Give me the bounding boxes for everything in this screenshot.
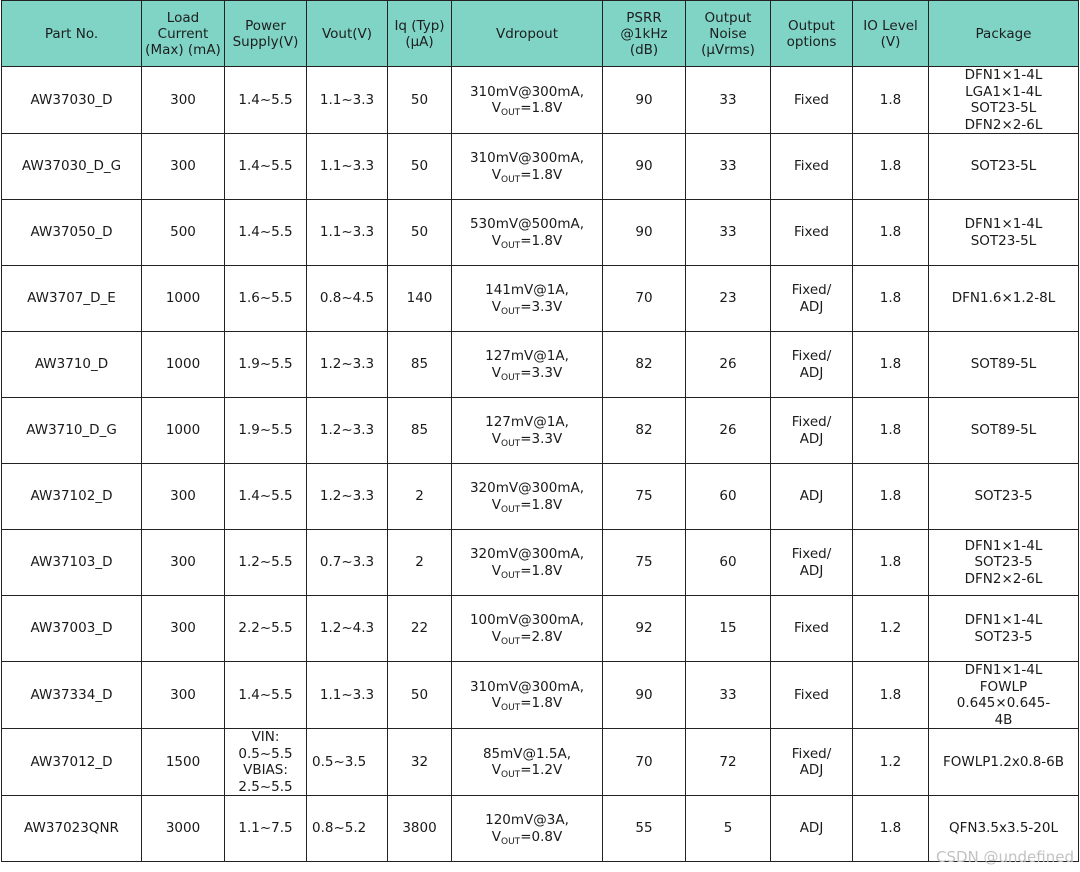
power-supply-cell-line: 1.4~5.5 xyxy=(238,224,293,241)
header-row xyxy=(2,1,1079,67)
psrr-cell: 92 xyxy=(603,596,686,662)
vout-condition-value: =3.3V xyxy=(520,298,563,315)
column-header-line: @1kHz xyxy=(620,25,668,42)
package-cell-line: SOT23-5 xyxy=(974,628,1033,645)
package-cell-line: SOT23-5L xyxy=(970,100,1037,116)
psrr-cell: 90 xyxy=(603,67,686,134)
column-header xyxy=(929,1,1079,67)
table-row xyxy=(2,729,1079,796)
iq-cell: 85 xyxy=(388,398,452,464)
package-cell-line: DFN1×1-4L xyxy=(964,537,1043,554)
package-cell-line: SOT23-5 xyxy=(974,554,1033,571)
output-options-cell xyxy=(771,67,853,134)
output-options-cell-line: ADJ xyxy=(799,430,824,447)
part-number-cell: AW37012_D xyxy=(2,729,142,796)
column-header-line: Vout(V) xyxy=(321,25,373,42)
output-options-cell xyxy=(771,134,853,200)
output-options-cell-line: Fixed xyxy=(794,158,829,175)
output-options-cell-line: ADJ xyxy=(799,820,824,837)
vout-cell: 0.8~5.2 xyxy=(307,796,388,862)
part-number-cell: AW37023QNR xyxy=(2,796,142,862)
power-supply-cell-line: 1.4~5.5 xyxy=(238,488,293,505)
vdropout-cell xyxy=(452,266,603,332)
load-current-cell: 300 xyxy=(142,530,225,596)
table-row xyxy=(2,332,1079,398)
load-current-cell: 300 xyxy=(142,67,225,134)
column-header xyxy=(142,1,225,67)
power-supply-cell-line: 1.1~7.5 xyxy=(238,820,293,837)
psrr-cell: 90 xyxy=(603,662,686,729)
output-options-cell-line: ADJ xyxy=(799,364,824,381)
io-level-cell: 1.8 xyxy=(853,796,929,862)
io-level-cell: 1.8 xyxy=(853,662,929,729)
table-row xyxy=(2,796,1079,862)
vout-subscript: OUT xyxy=(501,636,521,647)
psrr-cell: 70 xyxy=(603,729,686,796)
power-supply-cell-line: 1.9~5.5 xyxy=(238,422,293,439)
vdropout-cell xyxy=(452,134,603,200)
load-current-cell: 3000 xyxy=(142,796,225,862)
psrr-cell: 75 xyxy=(603,464,686,530)
column-header-line: IO Level xyxy=(863,17,918,34)
package-cell-line: QFN3.5x3.5-20L xyxy=(949,820,1058,837)
output-options-cell xyxy=(771,530,853,596)
vdropout-value: 310mV@300mA, xyxy=(469,83,585,100)
vdropout-value: 127mV@1A, xyxy=(485,414,569,430)
output-noise-cell: 72 xyxy=(686,729,771,796)
vout-condition: $V_{OUT}=1.2V$ xyxy=(491,762,563,780)
output-noise-cell: 33 xyxy=(686,200,771,266)
ldo-spec-table xyxy=(1,0,1079,862)
power-supply-cell xyxy=(225,266,307,332)
power-supply-cell xyxy=(225,332,307,398)
iq-cell: 2 xyxy=(388,530,452,596)
load-current-cell: 300 xyxy=(142,464,225,530)
io-level-cell: 1.8 xyxy=(853,67,929,134)
output-options-cell-line: Fixed xyxy=(794,224,829,241)
column-header xyxy=(603,1,686,67)
table-row xyxy=(2,662,1079,729)
vdropout-value: 127mV@1A, xyxy=(485,348,569,364)
part-number-cell: AW37030_D_G xyxy=(2,134,142,200)
power-supply-cell xyxy=(225,134,307,200)
output-options-cell xyxy=(771,332,853,398)
iq-cell: 85 xyxy=(388,332,452,398)
column-header xyxy=(771,1,853,67)
vout-subscript: OUT xyxy=(501,836,521,847)
psrr-cell: 75 xyxy=(603,530,686,596)
table-row xyxy=(2,200,1079,266)
package-cell-line: LGA1×1-4L xyxy=(965,83,1042,100)
package-cell-line: DFN1×1-4L xyxy=(964,662,1043,678)
load-current-cell: 1000 xyxy=(142,266,225,332)
power-supply-cell-line: 2.5~5.5 xyxy=(238,778,293,795)
output-options-cell-line: Fixed xyxy=(794,686,829,703)
iq-cell: 32 xyxy=(388,729,452,796)
vout-cell: 1.1~3.3 xyxy=(307,67,388,134)
package-cell xyxy=(929,530,1079,596)
power-supply-cell-line: 1.4~5.5 xyxy=(238,686,293,703)
column-header-line: (μVrms) xyxy=(701,41,755,58)
power-supply-cell xyxy=(225,398,307,464)
column-header-line: (Max) (mA) xyxy=(145,41,221,58)
part-number-cell: AW37102_D xyxy=(2,464,142,530)
vdropout-cell xyxy=(452,530,603,596)
table-row xyxy=(2,67,1079,134)
vdropout-value: 85mV@1.5A, xyxy=(482,745,572,762)
psrr-cell: 70 xyxy=(603,266,686,332)
output-options-cell-line: Fixed/ xyxy=(791,282,832,298)
psrr-cell: 55 xyxy=(603,796,686,862)
column-header xyxy=(225,1,307,67)
output-options-cell-line: ADJ xyxy=(799,298,824,315)
part-number-cell: AW37103_D xyxy=(2,530,142,596)
table-row xyxy=(2,398,1079,464)
power-supply-cell xyxy=(225,596,307,662)
vout-condition: $V_{OUT}=2.8V$ xyxy=(491,628,563,647)
output-options-cell xyxy=(771,796,853,862)
iq-cell: 50 xyxy=(388,662,452,729)
power-supply-cell-line: VIN: xyxy=(251,729,280,745)
column-header-line: Load xyxy=(166,9,200,26)
vdropout-cell xyxy=(452,332,603,398)
package-cell-line: DFN2×2-6L xyxy=(964,116,1043,133)
iq-cell: 2 xyxy=(388,464,452,530)
output-noise-cell: 33 xyxy=(686,67,771,134)
vout-subscript: OUT xyxy=(501,770,521,780)
output-options-cell-line: Fixed xyxy=(794,620,829,637)
vout-condition: $V_{OUT}=1.8V$ xyxy=(491,695,563,713)
output-options-cell-line: ADJ xyxy=(799,762,824,778)
package-cell xyxy=(929,332,1079,398)
io-level-cell: 1.8 xyxy=(853,200,929,266)
part-number-cell: AW37334_D xyxy=(2,662,142,729)
power-supply-cell-line: 1.4~5.5 xyxy=(238,158,293,175)
package-cell-line: DFN1.6×1.2-8L xyxy=(951,290,1056,307)
power-supply-cell-line: 2.2~5.5 xyxy=(238,620,293,637)
power-supply-cell-line: 1.4~5.5 xyxy=(238,91,293,108)
vout-cell: 1.2~3.3 xyxy=(307,332,388,398)
iq-cell: 3800 xyxy=(388,796,452,862)
column-header-line: Current xyxy=(157,25,209,42)
output-noise-cell: 60 xyxy=(686,464,771,530)
vout-condition: $V_{OUT}=1.8V$ xyxy=(491,496,563,515)
vout-condition-value: =1.8V xyxy=(520,695,563,711)
table-row xyxy=(2,134,1079,200)
output-noise-cell: 23 xyxy=(686,266,771,332)
vout-subscript: OUT xyxy=(501,240,521,251)
column-header xyxy=(452,1,603,67)
output-options-cell xyxy=(771,398,853,464)
power-supply-cell xyxy=(225,464,307,530)
package-cell xyxy=(929,464,1079,530)
load-current-cell: 300 xyxy=(142,134,225,200)
vdropout-cell xyxy=(452,596,603,662)
vdropout-value: 100mV@300mA, xyxy=(469,612,585,628)
vdropout-cell xyxy=(452,729,603,796)
vout-subscript: OUT xyxy=(501,438,521,449)
output-noise-cell: 26 xyxy=(686,398,771,464)
output-options-cell-line: Fixed xyxy=(794,91,829,108)
output-noise-cell: 33 xyxy=(686,134,771,200)
output-noise-cell: 33 xyxy=(686,662,771,729)
package-cell-line: SOT23-5L xyxy=(970,232,1037,249)
output-options-cell-line: ADJ xyxy=(799,488,824,505)
column-header-line: (μA) xyxy=(405,33,434,50)
column-header xyxy=(307,1,388,67)
vdropout-cell xyxy=(452,67,603,134)
output-options-cell-line: Fixed/ xyxy=(791,348,832,364)
output-noise-cell: 15 xyxy=(686,596,771,662)
power-supply-cell-line: 1.6~5.5 xyxy=(238,290,293,307)
table-body xyxy=(2,67,1079,862)
output-options-cell-line: ADJ xyxy=(799,562,824,579)
power-supply-cell xyxy=(225,530,307,596)
output-options-cell xyxy=(771,596,853,662)
vout-condition: $V_{OUT}=1.8V$ xyxy=(491,232,563,251)
vdropout-cell xyxy=(452,200,603,266)
package-cell-line: SOT23-5L xyxy=(970,158,1037,175)
power-supply-cell xyxy=(225,67,307,134)
vout-cell: 1.1~3.3 xyxy=(307,134,388,200)
io-level-cell: 1.8 xyxy=(853,464,929,530)
watermark: CSDN @undefined xyxy=(935,848,1074,866)
vout-condition: $V_{OUT}=3.3V$ xyxy=(491,298,563,317)
column-header-line: Power xyxy=(245,17,286,34)
vout-condition: $V_{OUT}=3.3V$ xyxy=(491,430,563,449)
vout-condition: $V_{OUT}=1.8V$ xyxy=(491,562,563,581)
output-options-cell xyxy=(771,662,853,729)
load-current-cell: 300 xyxy=(142,596,225,662)
vout-subscript: OUT xyxy=(501,306,521,317)
iq-cell: 22 xyxy=(388,596,452,662)
vdropout-cell xyxy=(452,796,603,862)
column-header-line: Output xyxy=(704,9,752,26)
package-cell-line: SOT23-5 xyxy=(974,488,1033,505)
psrr-cell: 82 xyxy=(603,332,686,398)
power-supply-cell xyxy=(225,662,307,729)
output-options-cell xyxy=(771,200,853,266)
vout-cell: 0.8~4.5 xyxy=(307,266,388,332)
vout-condition: $V_{OUT}=3.3V$ xyxy=(491,364,563,383)
package-cell xyxy=(929,729,1079,796)
output-options-cell xyxy=(771,729,853,796)
package-cell-line: DFN2×2-6L xyxy=(964,570,1043,587)
psrr-cell: 82 xyxy=(603,398,686,464)
vout-condition: $V_{OUT}=1.8V$ xyxy=(491,166,563,185)
package-cell-line: FOWLP 0.645×0.645- xyxy=(956,678,1051,711)
iq-cell: 50 xyxy=(388,134,452,200)
vout-condition-value: =1.2V xyxy=(520,762,563,778)
package-cell xyxy=(929,398,1079,464)
load-current-cell: 300 xyxy=(142,662,225,729)
vdropout-value: 320mV@300mA, xyxy=(469,480,585,496)
vout-cell: 1.2~4.3 xyxy=(307,596,388,662)
vout-cell: 0.7~3.3 xyxy=(307,530,388,596)
column-header-line: PSRR xyxy=(626,9,662,26)
part-number-cell: AW3710_D_G xyxy=(2,398,142,464)
vout-subscript: OUT xyxy=(501,174,521,185)
output-noise-cell: 5 xyxy=(686,796,771,862)
vout-condition-value: =1.8V xyxy=(520,166,563,183)
vout-subscript: OUT xyxy=(501,372,521,383)
column-header-line: Part No. xyxy=(44,25,99,42)
iq-cell: 50 xyxy=(388,67,452,134)
table-row xyxy=(2,530,1079,596)
vout-condition-value: =1.8V xyxy=(520,562,563,579)
table-row xyxy=(2,266,1079,332)
load-current-cell: 1000 xyxy=(142,398,225,464)
output-options-cell-line: Fixed/ xyxy=(791,414,832,430)
column-header-line: Noise xyxy=(709,25,747,42)
table-row xyxy=(2,464,1079,530)
vdropout-cell xyxy=(452,398,603,464)
vdropout-value: 310mV@300mA, xyxy=(469,150,585,166)
column-header-line: Iq (Typ) xyxy=(394,17,445,34)
vout-condition-value: =2.8V xyxy=(520,628,563,645)
package-cell-line: DFN1×1-4L xyxy=(964,216,1043,232)
output-noise-cell: 26 xyxy=(686,332,771,398)
power-supply-cell-line: 1.9~5.5 xyxy=(238,356,293,373)
column-header xyxy=(388,1,452,67)
vdropout-value: 530mV@500mA, xyxy=(469,216,585,232)
io-level-cell: 1.8 xyxy=(853,134,929,200)
package-cell-line: DFN1×1-4L xyxy=(964,67,1043,83)
vout-condition: $V_{OUT}=0.8V$ xyxy=(491,828,563,847)
column-header xyxy=(2,1,142,67)
package-cell-line: SOT89-5L xyxy=(970,356,1037,373)
io-level-cell: 1.8 xyxy=(853,530,929,596)
io-level-cell: 1.8 xyxy=(853,332,929,398)
part-number-cell: AW3707_D_E xyxy=(2,266,142,332)
power-supply-cell xyxy=(225,729,307,796)
vout-cell: 1.2~3.3 xyxy=(307,464,388,530)
output-options-cell xyxy=(771,266,853,332)
part-number-cell: AW37030_D xyxy=(2,67,142,134)
package-cell xyxy=(929,662,1079,729)
vdropout-value: 320mV@300mA, xyxy=(469,546,585,562)
load-current-cell: 1500 xyxy=(142,729,225,796)
part-number-cell: AW37050_D xyxy=(2,200,142,266)
vdropout-cell xyxy=(452,662,603,729)
package-cell-line: SOT89-5L xyxy=(970,422,1037,439)
output-noise-cell: 60 xyxy=(686,530,771,596)
vout-cell: 1.1~3.3 xyxy=(307,662,388,729)
column-header-line: options xyxy=(786,33,837,50)
vdropout-value: 310mV@300mA, xyxy=(469,678,585,695)
vdropout-value: 141mV@1A, xyxy=(485,282,569,298)
iq-cell: 140 xyxy=(388,266,452,332)
part-number-cell: AW37003_D xyxy=(2,596,142,662)
vdropout-value: 120mV@3A, xyxy=(485,812,569,828)
package-cell xyxy=(929,596,1079,662)
io-level-cell: 1.8 xyxy=(853,398,929,464)
package-cell xyxy=(929,200,1079,266)
vout-cell: 1.1~3.3 xyxy=(307,200,388,266)
column-header xyxy=(686,1,771,67)
vout-condition-value: =1.8V xyxy=(520,100,563,116)
vout-subscript: OUT xyxy=(501,504,521,515)
vout-condition-value: =3.3V xyxy=(520,364,563,381)
column-header-line: (V) xyxy=(880,33,901,50)
vout-cell: 0.5~3.5 xyxy=(307,729,388,796)
vout-condition-value: =1.8V xyxy=(520,496,563,513)
load-current-cell: 500 xyxy=(142,200,225,266)
power-supply-cell xyxy=(225,200,307,266)
output-options-cell-line: Fixed/ xyxy=(791,546,832,562)
table-row xyxy=(2,596,1079,662)
vout-condition-value: =0.8V xyxy=(520,828,563,845)
vdropout-cell xyxy=(452,464,603,530)
column-header-line: Package xyxy=(975,25,1032,42)
vout-subscript: OUT xyxy=(501,108,521,118)
power-supply-cell xyxy=(225,796,307,862)
vout-subscript: OUT xyxy=(501,570,521,581)
output-options-cell-line: Fixed/ xyxy=(791,745,832,762)
package-cell-line: 4B xyxy=(994,711,1013,728)
column-header-line: (dB) xyxy=(629,41,659,58)
io-level-cell: 1.2 xyxy=(853,729,929,796)
package-cell xyxy=(929,67,1079,134)
vout-condition-value: =1.8V xyxy=(520,232,563,249)
power-supply-cell-line: VBIAS: xyxy=(243,762,288,778)
package-cell-line: FOWLP1.2x0.8-6B xyxy=(942,753,1065,770)
load-current-cell: 1000 xyxy=(142,332,225,398)
power-supply-cell-line: 1.2~5.5 xyxy=(238,554,293,571)
package-cell-line: DFN1×1-4L xyxy=(964,612,1043,628)
psrr-cell: 90 xyxy=(603,200,686,266)
output-options-cell xyxy=(771,464,853,530)
package-cell xyxy=(929,134,1079,200)
package-cell xyxy=(929,266,1079,332)
column-header-line: Supply(V) xyxy=(232,33,299,50)
vout-condition-value: =3.3V xyxy=(520,430,563,447)
vout-subscript: OUT xyxy=(501,703,521,713)
vout-condition: $V_{OUT}=1.8V$ xyxy=(491,100,563,118)
io-level-cell: 1.2 xyxy=(853,596,929,662)
column-header-line: Vdropout xyxy=(496,25,558,42)
column-header-line: Output xyxy=(788,17,835,34)
io-level-cell: 1.8 xyxy=(853,266,929,332)
vout-cell: 1.2~3.3 xyxy=(307,398,388,464)
power-supply-cell-line: 0.5~5.5 xyxy=(238,745,293,762)
iq-cell: 50 xyxy=(388,200,452,266)
part-number-cell: AW3710_D xyxy=(2,332,142,398)
psrr-cell: 90 xyxy=(603,134,686,200)
column-header xyxy=(853,1,929,67)
